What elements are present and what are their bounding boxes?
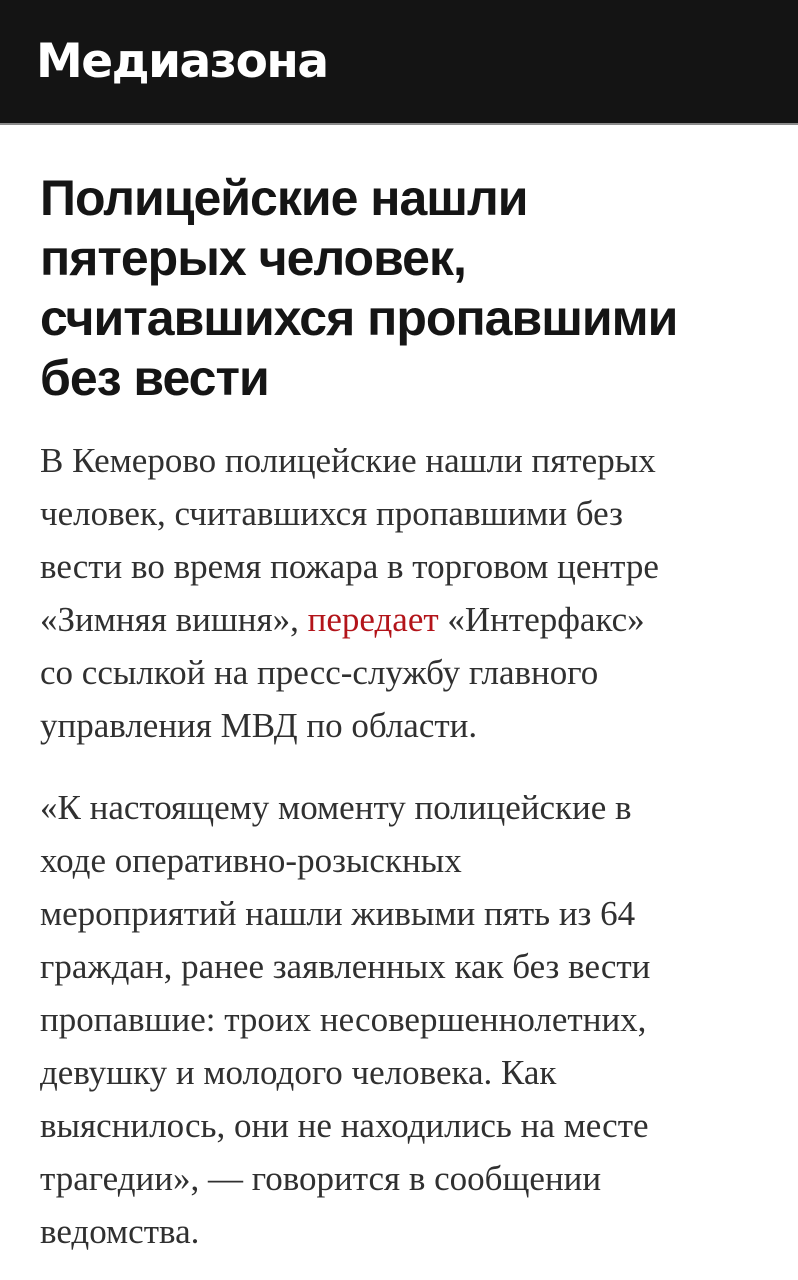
text-line: трагедии», — говорится в сообщении [40,1159,602,1198]
headline-line: Полицейские нашли [40,170,528,226]
text-line: ведомства. [40,1212,200,1251]
text-line: В Кемерово полицейские нашли пятерых [40,441,656,480]
text-line: выяснилось, они не находились на месте [40,1106,649,1145]
headline-line: пятерых человек, [40,230,466,286]
site-logo[interactable]: Медиазона [36,34,328,89]
headline-line: без вести [40,350,269,406]
text-segment: «Интерфакс» [438,600,645,639]
headline-line: считавшихся пропавшими [40,290,678,346]
article-paragraph-2 [40,781,758,1258]
text-segment: «Зимняя вишня», [40,600,308,639]
text-line: пропавшие: троих несовершеннолетних, [40,1000,647,1039]
text-line: со ссылкой на пресс-службу главного [40,653,599,692]
text-line: «К настоящему моменту полицейские в [40,788,632,827]
text-line: человек, считавшихся пропавшими без [40,494,623,533]
text-line: девушку и молодого человека. Как [40,1053,557,1092]
source-link[interactable]: передает [307,600,439,639]
text-line: мероприятий нашли живыми пять из 64 [40,894,636,933]
article-paragraph-1 [40,434,758,752]
text-line: ходе оперативно-розыскных [40,841,462,880]
text-line: вести во время пожара в торговом центре [40,547,659,586]
text-line: управления МВД по области. [40,706,478,745]
article-title [40,168,758,408]
site-header [0,0,798,125]
text-line [40,593,758,646]
text-line: граждан, ранее заявленных как без вести [40,947,651,986]
article [0,168,798,1258]
